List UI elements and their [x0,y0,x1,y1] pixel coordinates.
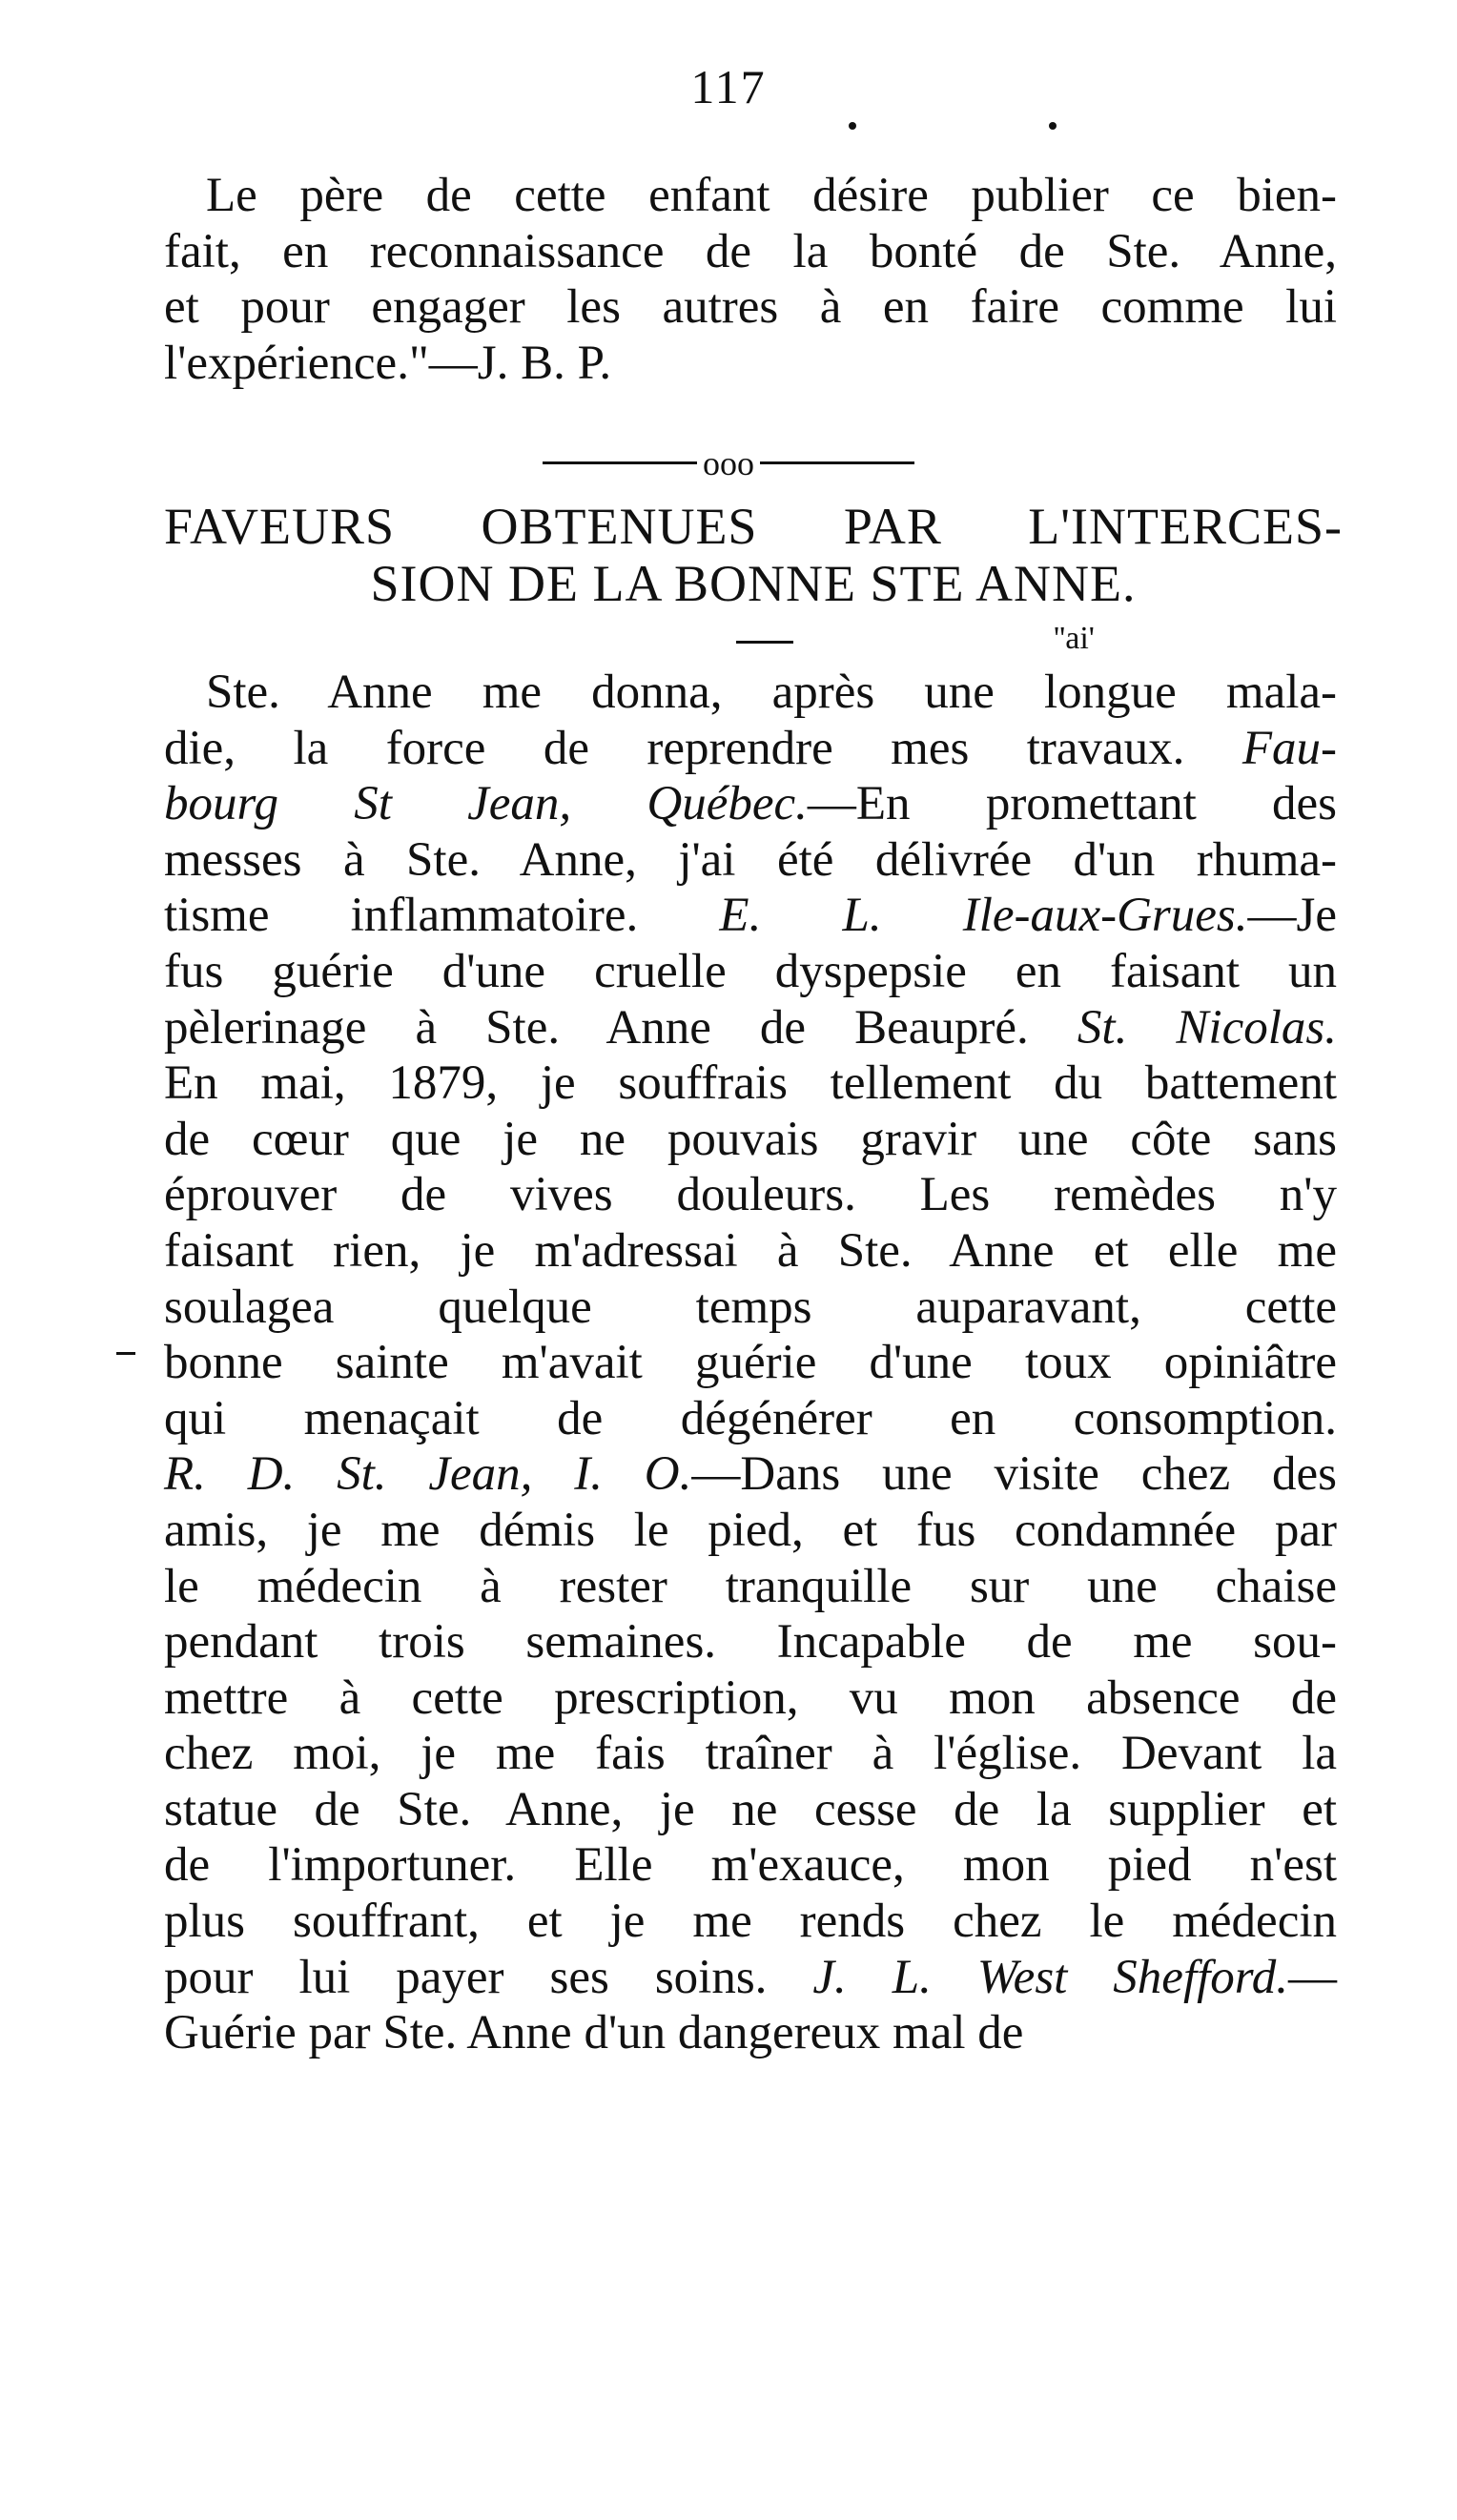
text-run: pour lui payer ses soins. [164,1950,813,2004]
text-line [164,1614,1337,1670]
text-run: En mai, 1879, je souffrais tellement du battement [164,1056,1337,1111]
text-line [164,1894,1337,1950]
place-name: R. D. St. Jean, I. O. [164,1447,692,1502]
text-run: Guérie par Ste. Anne d'un dangereux mal de [164,2006,1024,2060]
page-number: 117 [690,60,767,113]
text-run: qui menaçait de dégénérer en consomption. [164,1391,1337,1445]
section-separator [0,440,1457,482]
paragraph-1 [164,168,1337,391]
text-line [164,832,1337,889]
text-line [164,1335,1337,1391]
text-line: fait, en reconnaissance de la bonté de Ste. Anne, [164,224,1337,278]
heading-line-2: SION DE LA BONNE STE ANNE. [370,555,1137,612]
place-name: J. L. West Shefford. [812,1950,1288,2004]
margin-dash [116,1352,135,1355]
text-line [164,1670,1337,1727]
text-line [164,1503,1337,1559]
text-run: soulagea quelque temps auparavant, cette [164,1280,1337,1334]
text-line: Le père de cette enfant désire publier ce bien- [206,169,1337,222]
paragraph-2 [164,665,1337,2061]
text-line: et pour engager les autres à en faire comme lui [164,280,1337,335]
text-run: pèlerinage à Ste. Anne de Beaupré. [164,1000,1077,1055]
text-run: statue de Ste. Anne, je ne cesse de la supplier et [164,1782,1337,1836]
text-run: messes à Ste. Anne, j'ai été délivrée d'un rhuma- [164,832,1337,887]
text-run: —Dans une visite chez des [691,1447,1337,1502]
text-line [164,1446,1337,1503]
text-line [164,1950,1337,2006]
text-run: de cœur que je ne pouvais gravir une côte sans [164,1112,1337,1166]
text-line [164,1782,1337,1838]
place-name: St. Nicolas. [1077,1000,1338,1055]
place-name: Fau- [1242,721,1337,775]
text-run: —En promettant des [807,777,1337,831]
text-line [164,2005,1337,2061]
text-line [164,888,1337,944]
print-speck [1049,122,1057,130]
section-heading [164,498,1343,612]
text-line [164,1559,1337,1615]
text-run: — [1288,1950,1337,2004]
text-run: amis, je me démis le pied, et fus condamnée par [164,1503,1337,1557]
text-run: bonne sainte m'avait guérie d'une toux opiniâtre [164,1336,1337,1390]
text-run: le médecin à rester tranquille sur une chaise [164,1559,1337,1613]
text-line: l'expérience."—J. B. P. [164,336,612,390]
text-line [164,1055,1337,1112]
stray-marks: ''ai' [1054,621,1095,656]
text-run: Ste. Anne me donna, après une longue mala- [206,666,1337,719]
print-speck [849,122,856,130]
text-line [164,776,1337,832]
text-line [164,1167,1337,1223]
separator-rule-right [760,461,914,464]
text-run: éprouver de vives douleurs. Les remèdes n'y [164,1168,1337,1222]
heading-line-1: FAVEURS OBTENUES PAR L'INTERCES- [164,498,1343,555]
text-run: pendant trois semaines. Incapable de me sou- [164,1615,1337,1670]
text-line [164,1837,1337,1894]
text-line [164,1391,1337,1447]
text-line [164,1112,1337,1168]
text-line [164,1280,1337,1336]
separator-rule-left [543,461,697,464]
text-line [164,1223,1337,1280]
text-run: mettre à cette prescription, vu mon absence de [164,1670,1337,1725]
place-name: bourg St Jean, Québec. [164,777,808,831]
text-line [164,665,1337,721]
separator-mark: ooo [703,443,754,482]
text-run: plus souffrant, et je me rends chez le médecin [164,1895,1337,1949]
text-run: faisant rien, je m'adressai à Ste. Anne et elle me [164,1223,1337,1278]
text-run: de l'importuner. Elle m'exauce, mon pied n'est [164,1838,1337,1893]
text-run: chez moi, je me fais traîner à l'église. Devant la [164,1727,1337,1781]
text-line [164,944,1337,1000]
text-line [164,721,1337,777]
place-name: E. L. Ile-aux-Grues. [719,889,1248,943]
text-run: fus guérie d'une cruelle dyspepsie en faisant un [164,944,1337,998]
text-line [164,1726,1337,1782]
text-run: tisme inflammatoire. [164,889,720,943]
text-run: die, la force de reprendre mes travaux. [164,721,1242,775]
short-rule [736,641,793,644]
text-run: —Je [1247,889,1337,943]
text-line [164,1000,1337,1056]
